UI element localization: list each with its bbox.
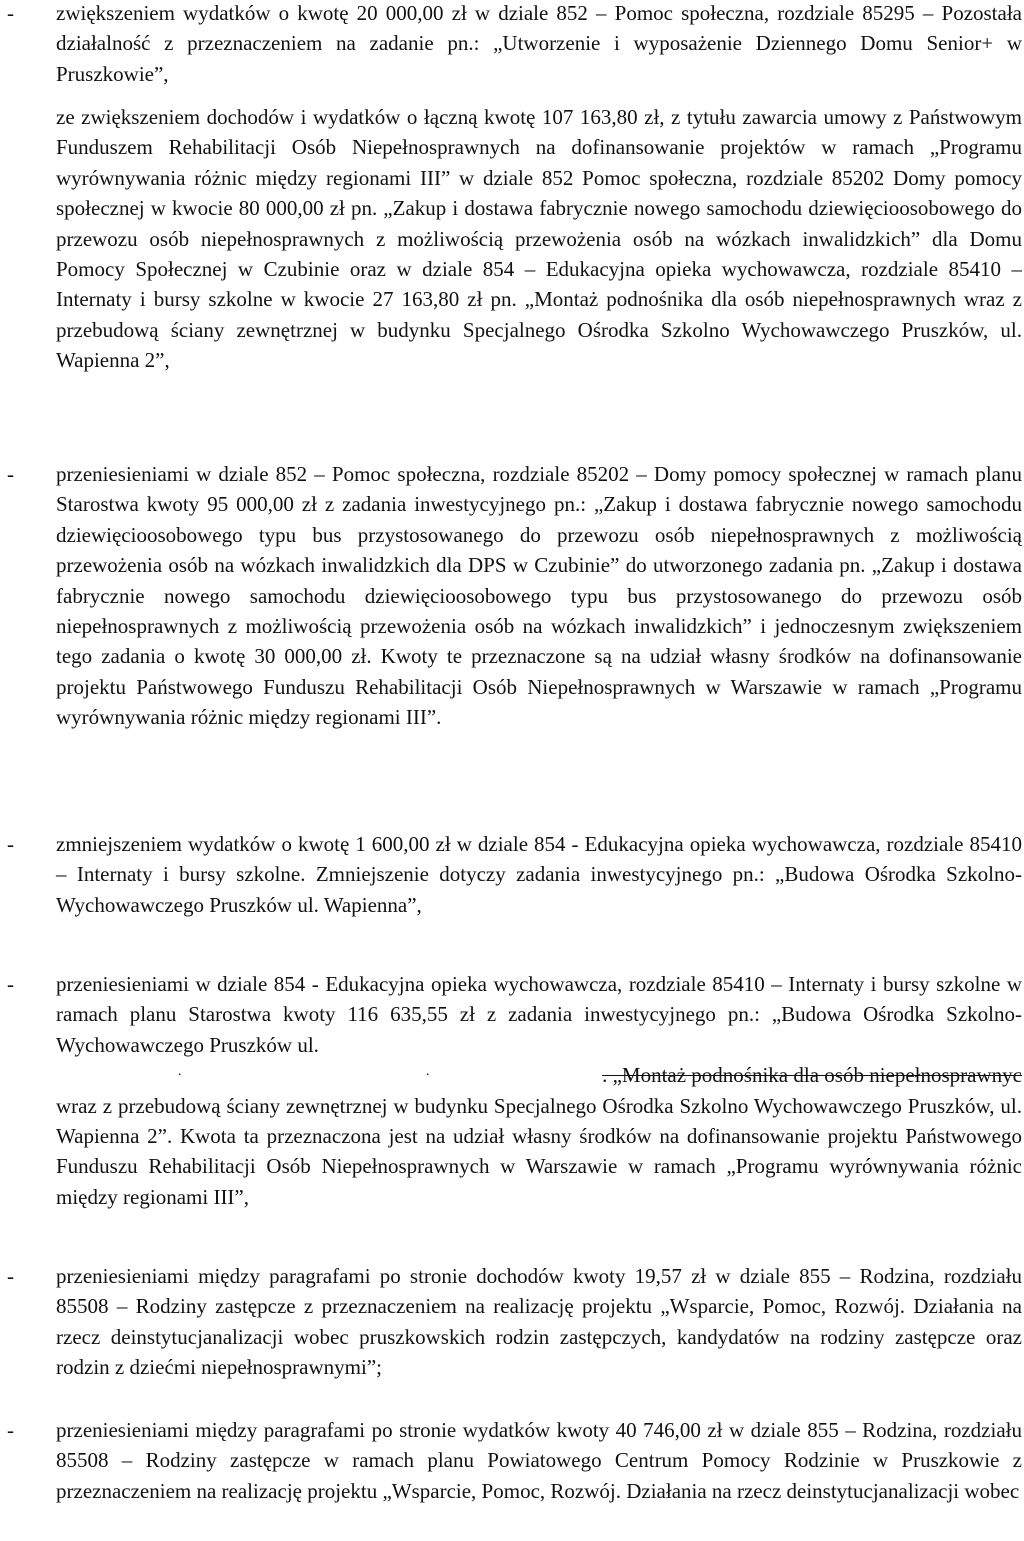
scan-speck: . — [178, 1064, 182, 1079]
paragraph-text: wraz z przebudową ściany zewnętrznej w budynku Specjalnego Ośrodka Szkolno Wychowawczego Pruszków, ul. Wapienna 2”. Kwota ta przeznaczona jest na udział własny środków na dofinansowanie projektu Państwowego Funduszu Rehabilitacji Osób Niepełnosprawnych w Warszawie w ramach „Programu wyrównywania różnic między regionami III”, — [56, 1093, 1022, 1209]
paragraph — [56, 102, 1022, 376]
list-item — [7, 0, 1022, 89]
list-item — [7, 1415, 1022, 1506]
paragraph-text: zwiększeniem wydatków o kwotę 20 000,00 zł w dziale 852 – Pomoc społeczna, rozdziale 85295 – Pozostała działalność z przeznaczeniem na zadanie pn.: „Utworzenie i wyposażenie Dziennego Domu Senior+ w Pruszkowie”, — [56, 1, 1022, 86]
bullet-dash: - — [7, 462, 14, 486]
bullet-dash: - — [7, 972, 14, 996]
list-item — [7, 829, 1022, 920]
paragraph-text: ze zwiększeniem dochodów i wydatków o łączną kwotę 107 163,80 zł, z tytułu zawarcia umowy z Państwowym Funduszem Rehabilitacji Osób Niepełnosprawnych na dofinansowanie projektów w ramach „Programu wyrównywania różnic między regionami III” w dziale 852 Pomoc społeczna, rozdziale 85202 Domy pomocy społecznej w kwocie 80 000,00 zł pn. „Zakup i dostawa fabrycznie nowego samochodu dziewięcioosobowego do przewozu osób niepełnosprawnych z możliwością przewożenia osób na wózkach inwalidzkich” dla Domu Pomocy Społecznej w Czubinie oraz w dziale 854 – Edukacyjna opieka wychowawcza, rozdziale 85410 – Internaty i bursy szkolne w kwocie 27 163,80 zł pn. „Montaż podnośnika dla osób niepełnosprawnych wraz z przebudową ściany zewnętrznej w budynku Specjalnego Ośrodka Szkolno Wychowawczego Pruszków, ul. Wapienna 2”, — [56, 105, 1022, 373]
paragraph-text: zmniejszeniem wydatków o kwotę 1 600,00 zł w dziale 854 - Edukacyjna opieka wychowawcza, rozdziale 85410 – Internaty i bursy szkolne. Zmniejszenie dotyczy zadania inwestycyjnego pn.: „Budowa Ośrodka Szkolno-Wychowawczego Pruszków ul. Wapienna”, — [56, 832, 1022, 917]
scan-speck: . — [426, 1064, 430, 1079]
list-item — [7, 969, 1022, 1212]
paragraph-text: przeniesieniami w dziale 854 - Edukacyjna opieka wychowawcza, rozdziale 85410 – Internaty i bursy szkolne w ramach planu Starostwa kwoty 116 635,55 zł z zadania inwestycyjnego pn.: „Budowa Ośrodka Szkolno-Wychowawczego Pruszków ul. — [56, 972, 1022, 1057]
bullet-dash: - — [7, 1, 14, 25]
bullet-dash: - — [7, 1418, 14, 1442]
paragraph-text: przeniesieniami w dziale 852 – Pomoc społeczna, rozdziale 85202 – Domy pomocy społecznej w ramach planu Starostwa kwoty 95 000,00 zł z zadania inwestycyjnego pn.: „Zakup i dostawa fabrycznie nowego samochodu dziewięcioosobowego typu bus przystosowanego do przewozu osób niepełnosprawnych z możliwością przewożenia osób na wózkach inwalidzkich dla DPS w Czubinie” do utworzonego zadania pn. „Zakup i dostawa fabrycznie nowego samochodu dziewięcioosobowego typu bus przystosowanego do przewozu osób niepełnosprawnych z możliwością przewożenia osób na wózkach inwalidzkich” i jednoczesnym zwiększeniem tego zadania o kwotę 30 000,00 zł. Kwoty te przeznaczone są na udział własny środków na dofinansowanie projektu Państwowego Funduszu Rehabilitacji Osób Niepełnosprawnych w Warszawie w ramach „Programu wyrównywania różnic między regionami III”. — [56, 462, 1022, 730]
bullet-dash: - — [7, 832, 14, 856]
bullet-dash: - — [7, 1264, 14, 1288]
paragraph-text: przeniesieniami między paragrafami po stronie dochodów kwoty 19,57 zł w dziale 855 – Rodzina, rozdziału 85508 – Rodziny zastępcze z przeznaczeniem na realizację projektu „Wsparcie, Pomoc, Rozwój. Działania na rzecz deinstytucjanalizacji wobec pruszkowskich rodzin zastępczych, kandydatów na rodziny zastępcze oraz rodzin z dziećmi niepełnosprawnymi”; — [56, 1264, 1022, 1380]
paragraph-text: przeniesieniami między paragrafami po stronie wydatków kwoty 40 746,00 zł w dziale 855 – Rodzina, rozdziału 85508 – Rodziny zastępcze w ramach planu Powiatowego Centrum Pomocy Rodzinie w Pruszkowie z przeznaczeniem na realizację projektu „Wsparcie, Pomoc, Rozwój. Działania na rzecz deinstytucjanalizacji wobec — [56, 1418, 1022, 1503]
partial-line: . „Montaż podnośnika dla osób niepełnosprawnyc — [602, 1063, 1022, 1088]
list-item — [7, 1261, 1022, 1383]
list-item — [7, 459, 1022, 733]
